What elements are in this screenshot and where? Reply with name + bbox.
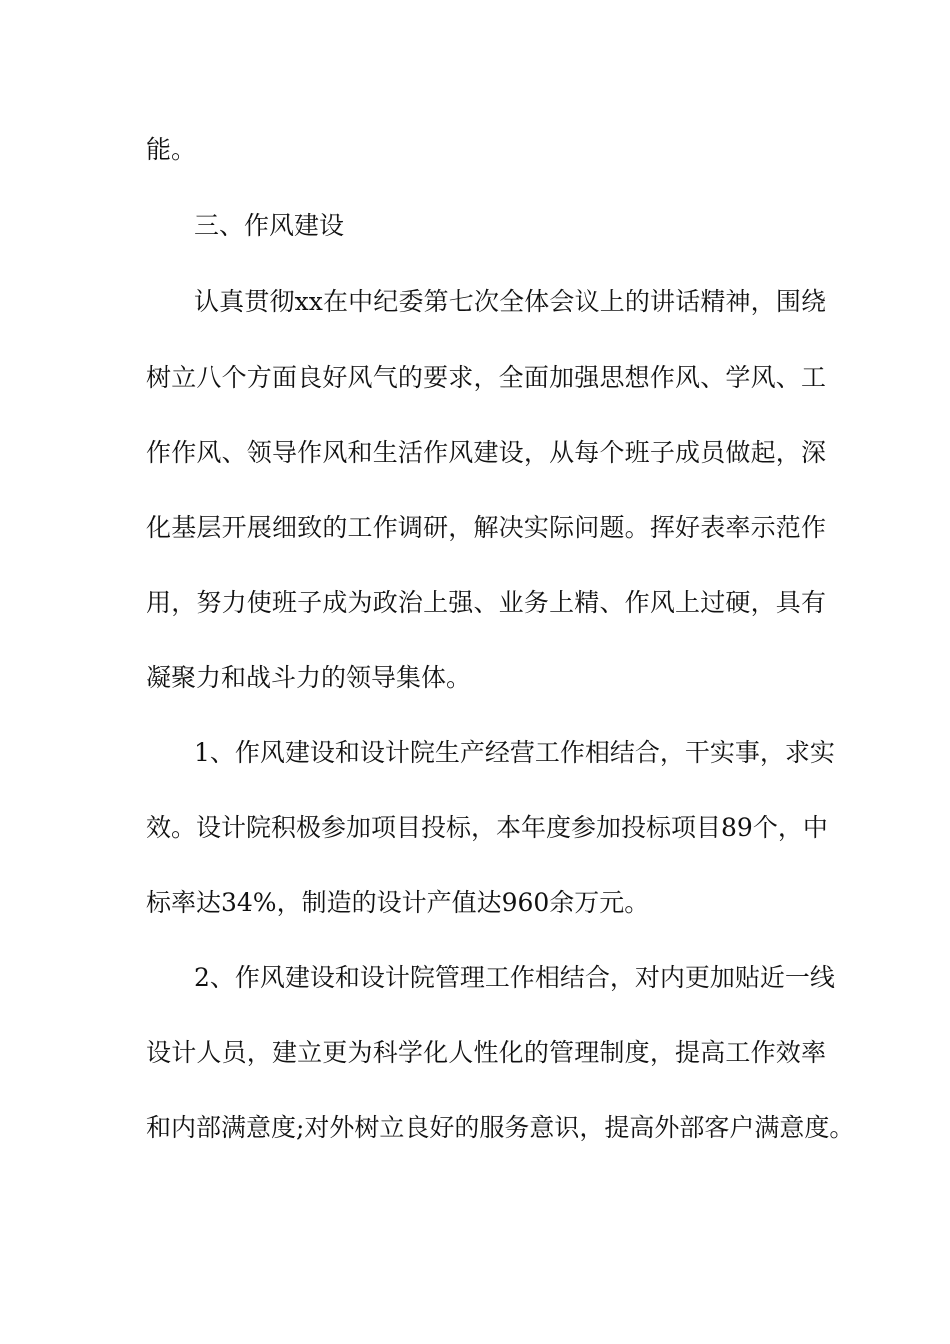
paragraph-line: 用，努力使班子成为政治上强、业务上精、作风上过硬，具有 [146, 588, 826, 617]
list-item-line: 和内部满意度;对外树立良好的服务意识，提高外部客户满意度。 [146, 1113, 855, 1142]
list-item-line: 标率达34%，制造的设计产值达960余万元。 [146, 888, 650, 917]
list-item-line: 2、作风建设和设计院管理工作相结合，对内更加贴近一线 [194, 963, 835, 992]
paragraph-line: 凝聚力和战斗力的领导集体。 [146, 663, 472, 692]
list-item-line: 设计人员，建立更为科学化人性化的管理制度，提高工作效率 [146, 1038, 826, 1067]
paragraph-line: 化基层开展细致的工作调研，解决实际问题。挥好表率示范作 [146, 513, 826, 542]
section-heading: 三、作风建设 [194, 211, 345, 240]
list-item-line: 1、作风建设和设计院生产经营工作相结合，干实事，求实 [194, 738, 835, 767]
paragraph-line: 作作风、领导作风和生活作风建设，从每个班子成员做起，深 [146, 438, 826, 467]
paragraph-line: 认真贯彻xx在中纪委第七次全体会议上的讲话精神，围绕 [194, 287, 826, 316]
list-item-line: 效。设计院积极参加项目投标，本年度参加投标项目89个，中 [146, 813, 828, 842]
paragraph-line: 能。 [146, 135, 197, 164]
paragraph-line: 树立八个方面良好风气的要求，全面加强思想作风、学风、工 [146, 363, 826, 392]
